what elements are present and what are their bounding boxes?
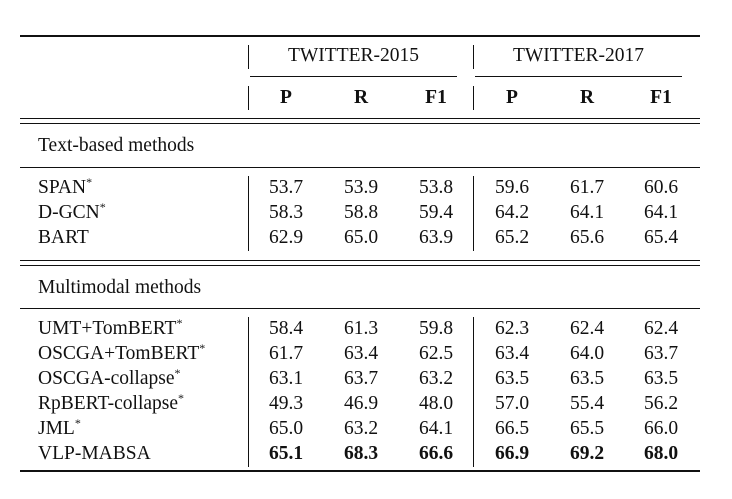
table-cell: 62.4	[569, 318, 605, 339]
table-cell: 55.4	[569, 393, 605, 414]
metric-header-p-2015: P	[280, 87, 292, 108]
group-underline-2017	[475, 76, 682, 77]
method-name: RpBERT-collapse	[38, 393, 179, 414]
table-cell: 56.2	[643, 393, 679, 414]
table-cell: 63.5	[494, 368, 530, 389]
table-cell: 66.6	[418, 443, 454, 464]
table-cell: 58.4	[268, 318, 304, 339]
header-rule-1	[20, 118, 700, 119]
table-cell: 63.2	[418, 368, 454, 389]
metric-header-f1-2017: F1	[650, 87, 672, 108]
table-cell: 63.4	[494, 343, 530, 364]
table-row-label	[38, 202, 106, 224]
method-footnote-mark: *	[74, 416, 81, 430]
table-cell: 60.6	[643, 177, 679, 198]
table-row-label	[38, 343, 205, 365]
table-cell: 53.9	[343, 177, 379, 198]
section-1-rule	[20, 167, 700, 168]
table-cell: 66.5	[494, 418, 530, 439]
table-cell: 65.4	[643, 227, 679, 248]
table-row-label	[38, 393, 184, 415]
table-cell: 48.0	[418, 393, 454, 414]
table-cell: 65.0	[343, 227, 379, 248]
method-name: OSCGA-collapse	[38, 368, 175, 389]
table-cell: 68.0	[643, 443, 679, 464]
table-cell: 63.5	[643, 368, 679, 389]
table-cell: 57.0	[494, 393, 530, 414]
table-cell: 64.0	[569, 343, 605, 364]
section-title-text-based: Text-based methods	[38, 135, 195, 156]
metric-header-r-2015: R	[353, 87, 369, 108]
metric-header-f1-2015: F1	[425, 87, 447, 108]
metric-header-r-2017: R	[579, 87, 595, 108]
header-rule-2	[20, 123, 700, 124]
top-rule	[20, 35, 700, 37]
table-cell: 63.7	[343, 368, 379, 389]
table-cell: 59.8	[418, 318, 454, 339]
table-cell: 62.3	[494, 318, 530, 339]
method-footnote-mark: *	[199, 341, 206, 355]
method-footnote-mark: *	[176, 316, 183, 330]
group-header-2017: TWITTER-2017	[512, 45, 645, 66]
table-row-label	[38, 227, 89, 249]
table-cell: 65.2	[494, 227, 530, 248]
table-row-label	[38, 368, 180, 390]
method-footnote-mark: *	[99, 200, 106, 214]
method-name: OSCGA+TomBERT	[38, 343, 200, 364]
table-row-label	[38, 318, 182, 340]
table-cell: 65.5	[569, 418, 605, 439]
group-underline-2015	[250, 76, 457, 77]
table-cell: 64.1	[418, 418, 454, 439]
table-cell: 65.1	[268, 443, 304, 464]
table-cell: 65.6	[569, 227, 605, 248]
table-cell: 63.4	[343, 343, 379, 364]
method-name: JML	[38, 418, 75, 439]
method-name: UMT+TomBERT	[38, 318, 177, 339]
table-cell: 53.7	[268, 177, 304, 198]
method-footnote-mark: *	[174, 366, 181, 380]
table-cell: 65.0	[268, 418, 304, 439]
table-cell: 68.3	[343, 443, 379, 464]
section-2-rule-1	[20, 260, 700, 261]
table-cell: 63.7	[643, 343, 679, 364]
table-cell: 63.9	[418, 227, 454, 248]
method-footnote-mark: *	[178, 391, 185, 405]
method-name: D-GCN	[38, 202, 100, 223]
table-cell: 61.7	[569, 177, 605, 198]
method-name: SPAN	[38, 177, 87, 198]
table-cell: 53.8	[418, 177, 454, 198]
table-cell: 61.3	[343, 318, 379, 339]
section-2-rule-2	[20, 265, 700, 266]
group-header-2015: TWITTER-2015	[287, 45, 420, 66]
table-row-label	[38, 418, 81, 440]
table-row-label	[38, 177, 92, 199]
table-cell: 59.6	[494, 177, 530, 198]
table-cell: 46.9	[343, 393, 379, 414]
section-2-header-rule	[20, 308, 700, 309]
table-cell: 49.3	[268, 393, 304, 414]
table-cell: 63.2	[343, 418, 379, 439]
table-cell: 58.8	[343, 202, 379, 223]
table-cell: 58.3	[268, 202, 304, 223]
table-cell: 64.1	[643, 202, 679, 223]
table-cell: 66.0	[643, 418, 679, 439]
table-cell: 62.5	[418, 343, 454, 364]
table-cell: 64.2	[494, 202, 530, 223]
table-cell: 66.9	[494, 443, 530, 464]
method-name: BART	[38, 227, 89, 248]
table-cell: 62.9	[268, 227, 304, 248]
table-cell: 64.1	[569, 202, 605, 223]
method-name: VLP-MABSA	[38, 443, 151, 464]
table-cell: 63.5	[569, 368, 605, 389]
table-cell: 59.4	[418, 202, 454, 223]
method-footnote-mark: *	[86, 175, 93, 189]
section-title-multimodal: Multimodal methods	[38, 277, 202, 298]
table-cell: 62.4	[643, 318, 679, 339]
table-row-label	[38, 443, 151, 465]
table-cell: 63.1	[268, 368, 304, 389]
bottom-rule	[20, 470, 700, 472]
table-cell: 69.2	[569, 443, 605, 464]
table-cell: 61.7	[268, 343, 304, 364]
metric-header-p-2017: P	[506, 87, 518, 108]
